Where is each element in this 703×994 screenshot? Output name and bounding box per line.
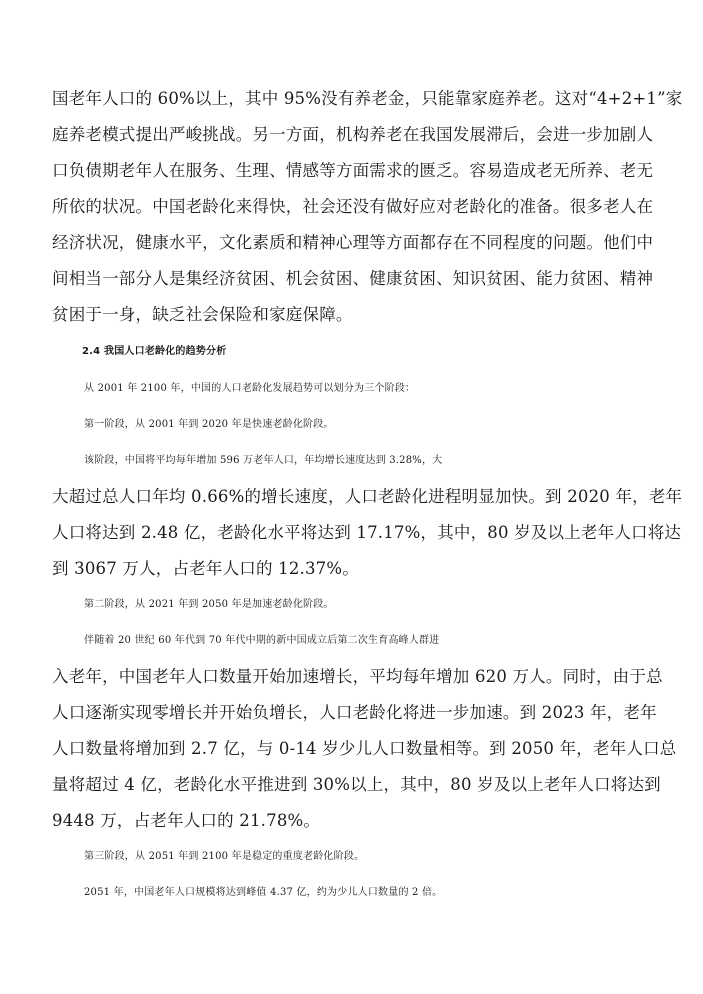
section-heading: 2.4 我国人口老龄化的趋势分析 — [82, 346, 227, 357]
stage1-title: 第一阶段，从 2001 年到 2020 年是快速老龄化阶段。 — [84, 419, 334, 430]
paragraph-line: 国老年人口的 60%以上，其中 95%没有养老金，只能靠家庭养老。这对“4+2+1”家 — [52, 89, 683, 108]
stage2-line: 人口逐渐实现零增长并开始负增长，人口老龄化将进一步加速。到 2023 年，老年 — [52, 703, 657, 722]
paragraph-line: 间相当一部分人是集经济贫困、机会贫困、健康贫困、知识贫困、能力贫困、精神 — [52, 269, 654, 288]
stage1-line: 大超过总人口年均 0.66%的增长速度，人口老龄化进程明显加快。到 2020 年，老年 — [52, 487, 683, 506]
stage2-line: 伴随着 20 世纪 60 年代到 70 年代中期的新中国成立后第二次生育高峰人群进 — [84, 635, 440, 646]
stage1-line: 到 3067 万人，占老年人口的 12.37%。 — [52, 559, 359, 578]
stage2-line: 量将超过 4 亿，老龄化水平推进到 30%以上，其中，80 岁及以上老年人口将达到 — [52, 775, 661, 794]
stage3-title: 第三阶段，从 2051 年到 2100 年是稳定的重度老龄化阶段。 — [84, 851, 365, 862]
paragraph-line: 贫困于一身，缺乏社会保险和家庭保障。 — [52, 305, 353, 324]
paragraph-line: 所依的状况。中国老龄化来得快，社会还没有做好应对老龄化的准备。很多老人在 — [52, 197, 654, 216]
stage1-line: 该阶段，中国将平均每年增加 596 万老年人口，年均增长速度达到 3.28%，大 — [84, 455, 443, 466]
stage3-line: 2051 年，中国老年人口规模将达到峰值 4.37 亿，约为少儿人口数量的 2 倍。 — [84, 887, 443, 898]
intro-line: 从 2001 年 2100 年，中国的人口老龄化发展趋势可以划分为三个阶段： — [84, 383, 416, 394]
paragraph-line: 庭养老模式提出严峻挑战。另一方面，机构养老在我国发展滞后，会进一步加剧人 — [52, 125, 654, 144]
stage2-line: 人口数量将增加到 2.7 亿，与 0-14 岁少儿人口数量相等。到 2050 年，老年人口总 — [52, 739, 677, 758]
paragraph-line: 口负债期老年人在服务、生理、情感等方面需求的匮乏。容易造成老无所养、老无 — [52, 161, 654, 180]
paragraph-line: 经济状况，健康水平，文化素质和精神心理等方面都存在不同程度的问题。他们中 — [52, 233, 654, 252]
stage2-line: 入老年，中国老年人口数量开始加速增长，平均每年增加 620 万人。同时，由于总 — [52, 667, 663, 686]
stage2-title: 第二阶段，从 2021 年到 2050 年是加速老龄化阶段。 — [84, 599, 334, 610]
stage1-line: 人口将达到 2.48 亿，老龄化水平将达到 17.17%，其中，80 岁及以上老年人口将达 — [52, 523, 682, 542]
stage2-line: 9448 万，占老年人口的 21.78%。 — [52, 811, 321, 830]
